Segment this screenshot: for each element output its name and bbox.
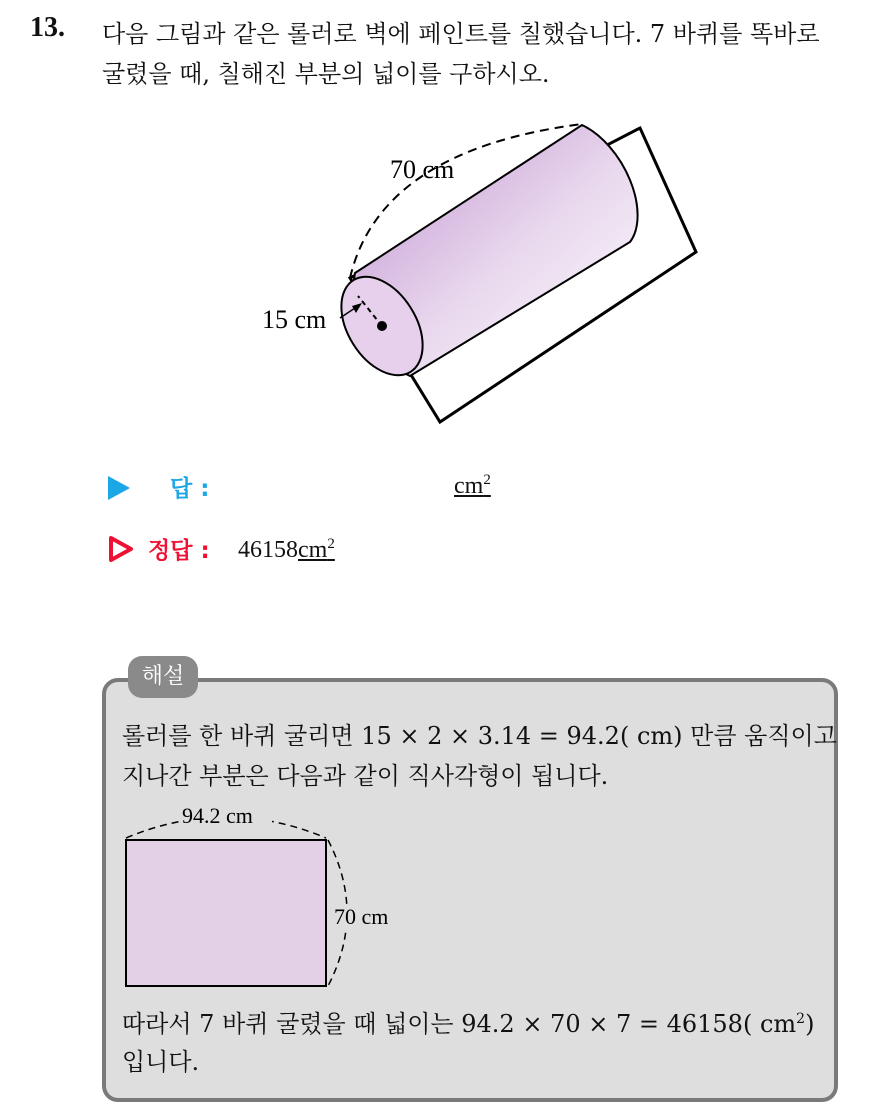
question-line-1: 다음 그림과 같은 롤러로 벽에 페인트를 칠했습니다. 7 바퀴를 똑바로 [102,20,820,48]
answer-arrow-icon [108,476,130,500]
rect-width-label: 94.2 cm [182,803,253,828]
question-number: 13. [30,12,65,43]
explanation-line-3-exponent: 2 [796,1011,806,1027]
rectangle-figure [118,796,418,996]
correct-answer-number: 46158 [238,537,298,563]
answer-unit-base: cm [454,473,484,499]
answer-unit [454,472,491,500]
explanation-line-2: 지나간 부분은 다음과 같이 직사각형이 됩니다. [122,762,609,790]
painted-rectangle [126,840,326,986]
roller-center-point [377,321,387,331]
explanation-line-4: 입니다. [122,1048,200,1076]
explanation-line-1: 롤러를 한 바퀴 굴리면 15 × 2 × 3.14 = 94.2( cm) 만큼 움직이고 [122,722,837,750]
roller-figure [240,110,720,440]
explanation-line-3 [122,1004,832,1039]
correct-arrow-icon [108,536,134,562]
correct-unit-exponent: 2 [327,536,335,552]
explanation-line-3-prefix: 따라서 7 바퀴 굴렸을 때 넓이는 94.2 × 70 × 7 = 46158( cm [122,1010,797,1038]
correct-unit-base: cm [298,537,328,563]
explanation-line-3-suffix: ) [805,1010,815,1038]
explanation-tab: 해설 [128,656,198,698]
correct-answer-label: 정답 : [148,538,210,564]
rect-height-label: 70 cm [334,904,389,929]
question-line-2: 굴렸을 때, 칠해진 부분의 넓이를 구하시오. [102,60,550,88]
question-text [102,14,872,94]
correct-answer-unit [298,537,335,563]
length-label: 70 cm [390,155,455,184]
answer-unit-exponent: 2 [483,472,491,488]
answer-row [108,470,608,506]
correct-answer-value [238,536,335,564]
answer-label: 답 : [170,476,210,502]
correct-answer-row [108,530,508,570]
radius-label: 15 cm [262,305,327,334]
